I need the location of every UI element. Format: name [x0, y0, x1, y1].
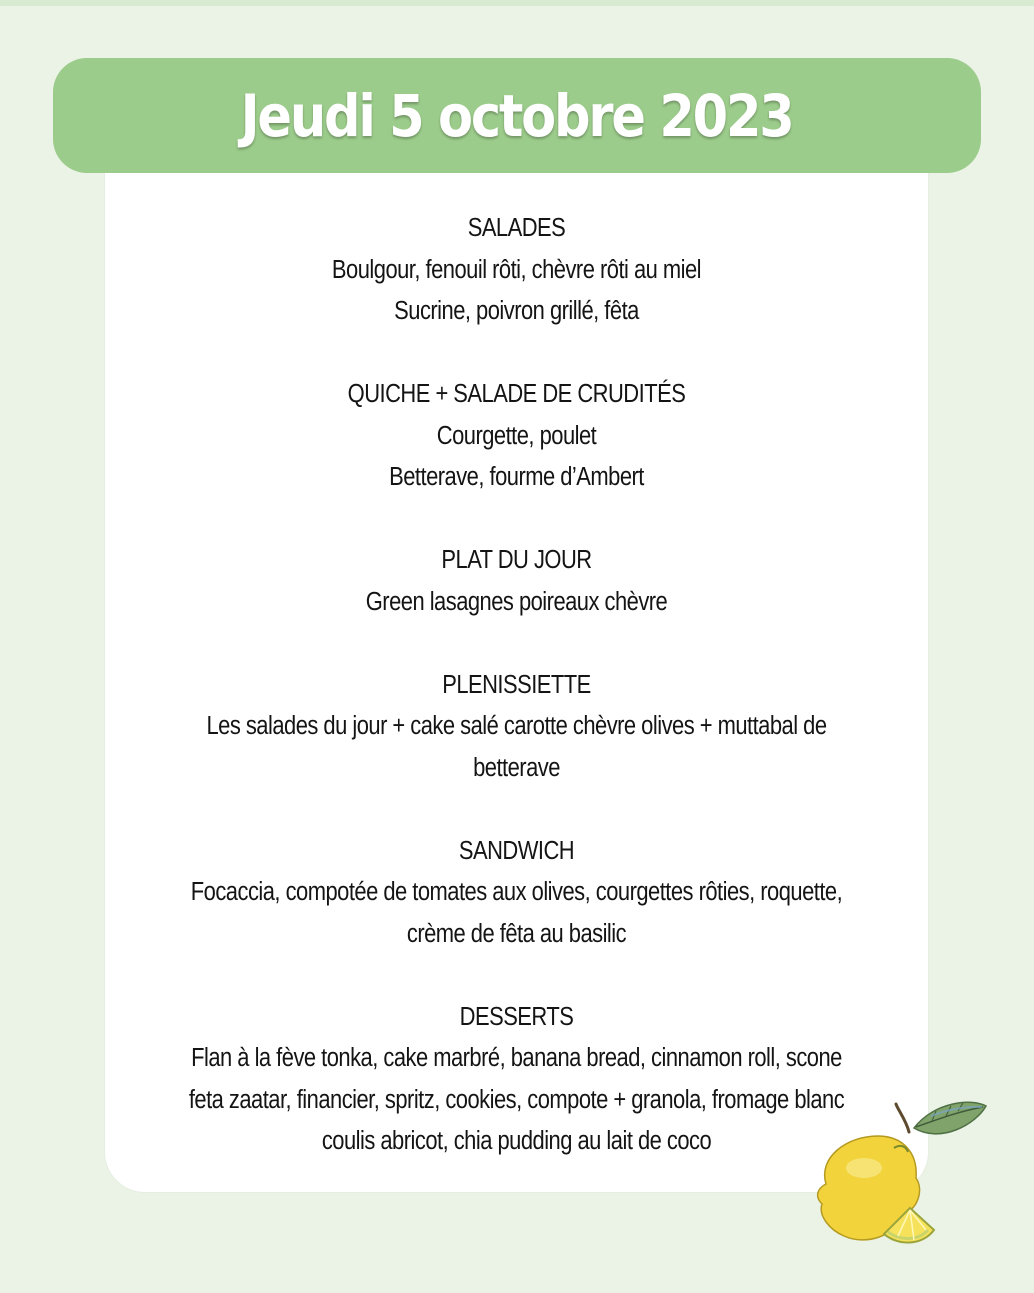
section-title: SALADES	[467, 214, 566, 242]
menu-section-plenissiette	[105, 665, 928, 790]
menu-item: crème de fêta au basilic	[406, 919, 627, 948]
menu-item: feta zaatar, financier, spritz, cookies, compote + granola, fromage blanc	[188, 1085, 845, 1114]
menu-item: Betterave, fourme d’Ambert	[389, 463, 644, 491]
menu-item: betterave	[473, 753, 560, 782]
menu-section-desserts	[105, 997, 928, 1163]
menu-item: coulis abricot, chia pudding au lait de coco	[321, 1127, 712, 1155]
date-banner	[53, 58, 981, 173]
menu-section-salades	[105, 208, 928, 333]
section-title: QUICHE + SALADE DE CRUDITÉS	[347, 380, 686, 408]
menu-item: Les salades du jour + cake salé carotte chèvre olives + muttabal de	[206, 712, 827, 740]
section-title: DESSERTS	[459, 1002, 574, 1031]
menu-content	[105, 208, 928, 1163]
menu-item: Green lasagnes poireaux chèvre	[365, 587, 668, 616]
section-title: PLAT DU JOUR	[441, 546, 592, 574]
menu-section-quiche	[105, 374, 928, 499]
menu-item: Courgette, poulet	[436, 421, 597, 450]
lemon-icon	[806, 1096, 996, 1261]
menu-item: Boulgour, fenouil rôti, chèvre rôti au miel	[331, 255, 702, 284]
menu-item: Sucrine, poivron grillé, fêta	[394, 297, 639, 325]
menu-item: Flan à la fève tonka, cake marbré, banana bread, cinnamon roll, scone	[191, 1044, 842, 1072]
section-title: SANDWICH	[458, 836, 575, 865]
section-title: PLENISSIETTE	[442, 670, 591, 699]
page-title: Jeudi 5 octobre 2023	[241, 81, 793, 150]
menu-item: Focaccia, compotée de tomates aux olives, courgettes rôties, roquette,	[190, 878, 843, 906]
menu-section-plat-du-jour	[105, 540, 928, 623]
top-strip	[0, 0, 1034, 6]
menu-section-sandwich	[105, 831, 928, 956]
